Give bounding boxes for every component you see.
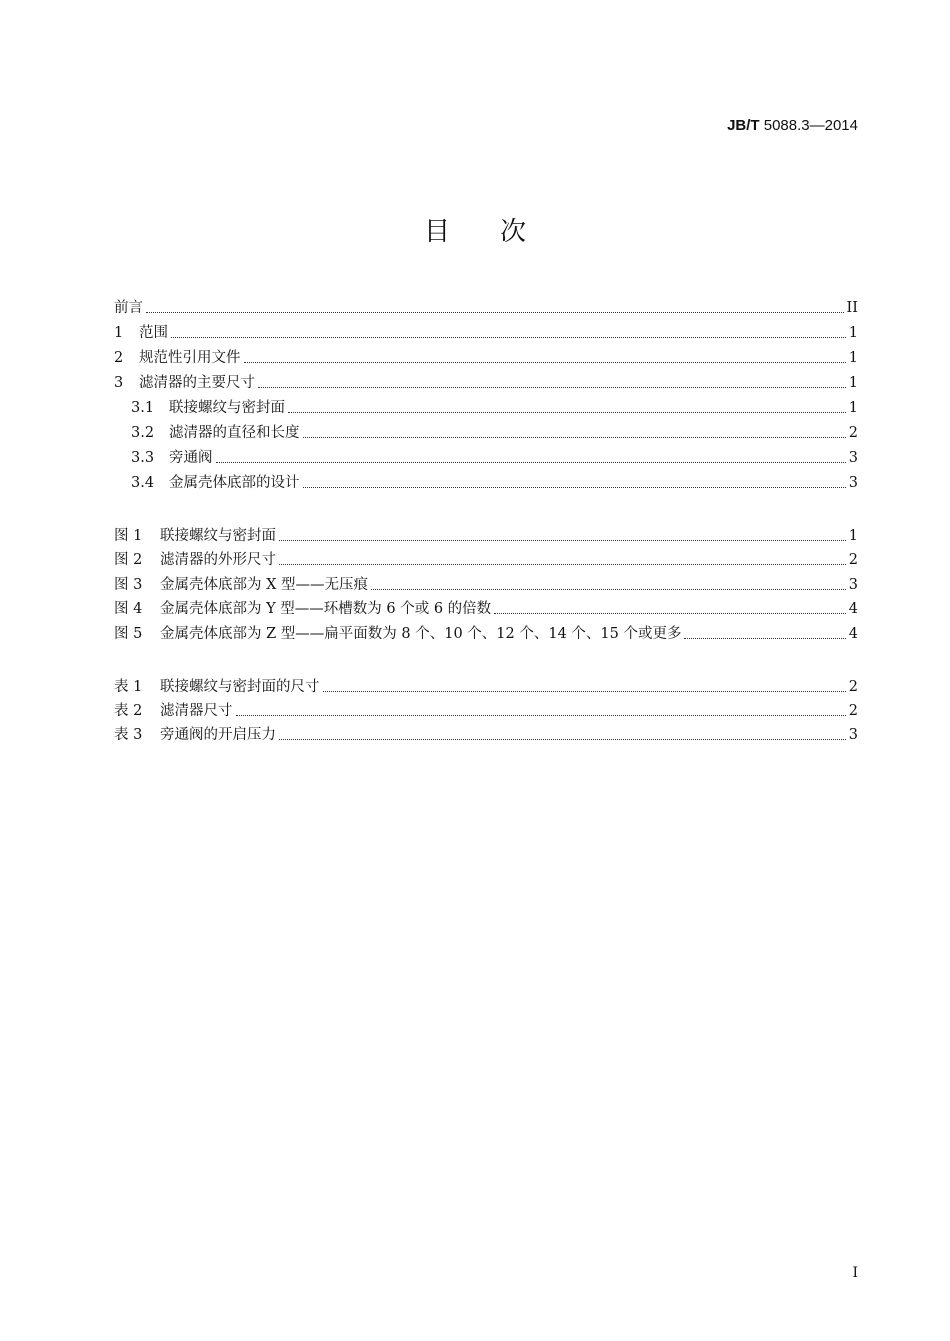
toc-entry-page: 4 [848, 601, 858, 617]
toc-entry-label: 滤清器的外形尺寸 [160, 552, 276, 568]
toc-entry-label: 金属壳体底部的设计 [169, 475, 300, 491]
toc-entry-number: 图 4 [114, 601, 143, 617]
toc-entry-page: 3 [848, 577, 858, 593]
toc-entry-number: 图 3 [114, 577, 143, 593]
toc-entry-page: 1 [848, 528, 858, 544]
toc-entry-section-2[interactable] [114, 346, 858, 368]
toc-entry-page: 3 [848, 450, 858, 466]
toc-entry-label: 联接螺纹与密封面 [160, 528, 276, 544]
toc-entry-page: 1 [848, 325, 858, 341]
toc-entry-figure-5[interactable] [114, 622, 858, 644]
toc-entry-page: 2 [848, 703, 858, 719]
title-char-1: 目 [423, 217, 450, 247]
toc-entry-page: 2 [848, 552, 858, 568]
dot-leader [303, 487, 846, 488]
dot-leader [244, 362, 846, 363]
toc-entry-number: 图 5 [114, 626, 143, 642]
dot-leader [279, 564, 846, 565]
toc-entry-number: 2 [114, 350, 124, 366]
toc-entry-page: 1 [848, 350, 858, 366]
toc-entry-foreword[interactable] [114, 296, 858, 318]
toc-entry-page: 4 [848, 626, 858, 642]
toc-entry-section-3[interactable] [114, 371, 858, 393]
toc-entry-section-3-1[interactable] [131, 396, 858, 418]
toc-entry-section-1[interactable] [114, 321, 858, 343]
toc-entry-label: 滤清器的主要尺寸 [139, 375, 255, 391]
dot-leader [303, 437, 846, 438]
toc-entry-label: 滤清器的直径和长度 [169, 425, 300, 441]
toc-entry-label: 滤清器尺寸 [160, 703, 233, 719]
toc-entry-number: 表 2 [114, 703, 143, 719]
toc-entry-number: 图 2 [114, 552, 143, 568]
dot-leader [323, 691, 846, 692]
toc-entry-figure-4[interactable] [114, 597, 858, 619]
document-number: JB/T 5088.3—2014 [727, 117, 858, 134]
toc-entry-page: 3 [848, 475, 858, 491]
toc-entry-figure-1[interactable] [114, 524, 858, 546]
toc-entry-section-3-4[interactable] [131, 471, 858, 493]
page-number: I [852, 1265, 858, 1281]
dot-leader [288, 412, 846, 413]
toc-entry-page: II [846, 300, 858, 316]
toc-entry-number: 1 [114, 325, 124, 341]
page-title [0, 214, 950, 250]
toc-entry-section-3-2[interactable] [131, 421, 858, 443]
toc-entry-label: 旁通阀 [169, 450, 213, 466]
dot-leader [279, 739, 846, 740]
toc-entry-page: 2 [848, 425, 858, 441]
dot-leader [371, 589, 846, 590]
toc-entry-table-1[interactable] [114, 675, 858, 697]
toc-entry-number: 3.2 [131, 425, 155, 441]
toc-entry-page: 2 [848, 679, 858, 695]
toc-entry-number: 3.4 [131, 475, 155, 491]
toc-entry-label: 范围 [139, 325, 168, 341]
toc-entry-section-3-3[interactable] [131, 446, 858, 468]
toc-entry-table-2[interactable] [114, 699, 858, 721]
toc-entry-label: 金属壳体底部为 X 型——无压痕 [160, 577, 369, 593]
toc-entry-label: 规范性引用文件 [139, 350, 241, 366]
toc-entry-number: 3.1 [131, 400, 155, 416]
toc-entry-number: 图 1 [114, 528, 143, 544]
toc-entry-label: 前言 [114, 300, 143, 316]
title-char-2: 次 [500, 217, 527, 247]
toc-entry-label: 金属壳体底部为 Y 型——环槽数为 6 个或 6 的倍数 [160, 601, 492, 617]
toc-entry-number: 3 [114, 375, 124, 391]
toc-entry-figure-3[interactable] [114, 573, 858, 595]
dot-leader [216, 462, 846, 463]
dot-leader [236, 715, 846, 716]
toc-entry-label: 联接螺纹与密封面 [169, 400, 285, 416]
dot-leader [258, 387, 846, 388]
toc-entry-page: 3 [848, 727, 858, 743]
toc-entry-table-3[interactable] [114, 723, 858, 745]
toc-entry-number: 3.3 [131, 450, 155, 466]
dot-leader [171, 337, 846, 338]
toc-entry-figure-2[interactable] [114, 548, 858, 570]
toc-entry-label: 金属壳体底部为 Z 型——扁平面数为 8 个、10 个、12 个、14 个、15 个或更多 [160, 626, 682, 642]
toc-entry-label: 联接螺纹与密封面的尺寸 [160, 679, 320, 695]
dot-leader [146, 312, 844, 313]
toc-entry-number: 表 3 [114, 727, 143, 743]
toc-entry-page: 1 [848, 375, 858, 391]
toc-entry-number: 表 1 [114, 679, 143, 695]
toc-entry-label: 旁通阀的开启压力 [160, 727, 276, 743]
dot-leader [494, 613, 846, 614]
dot-leader [279, 540, 846, 541]
dot-leader [684, 638, 845, 639]
toc-entry-page: 1 [848, 400, 858, 416]
